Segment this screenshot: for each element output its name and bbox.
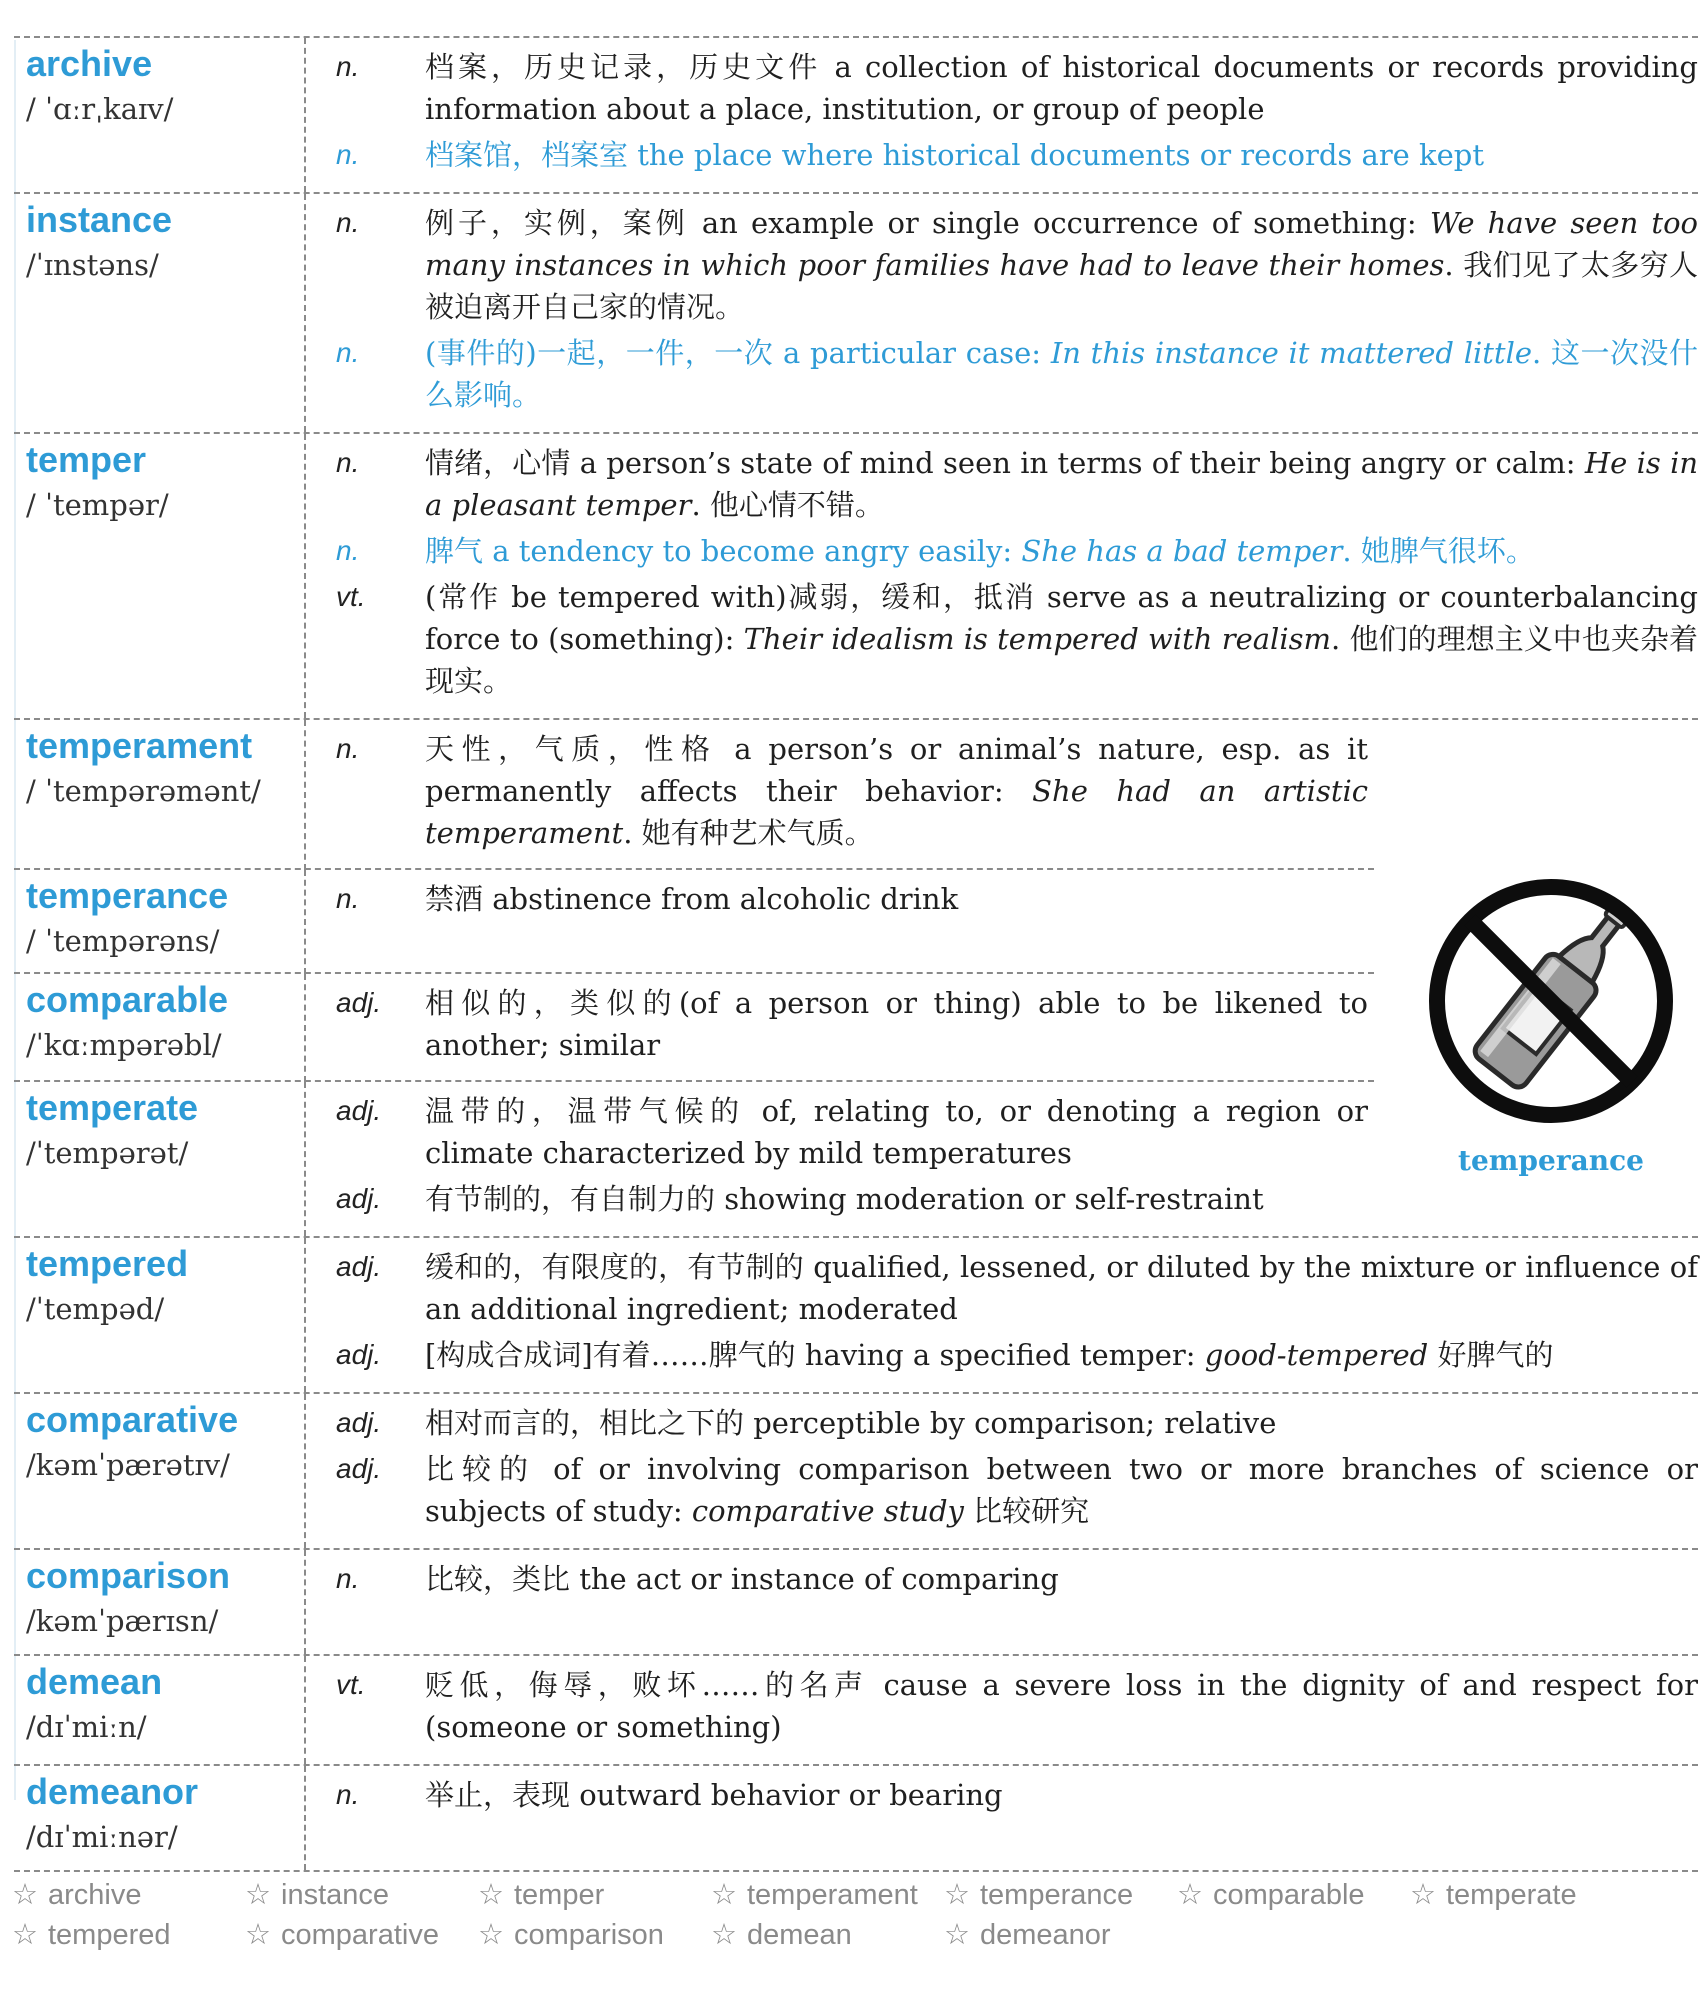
checklist-item <box>1410 1875 1643 1915</box>
sense <box>306 1402 1698 1444</box>
phonetic: /ˈɪnstəns/ <box>26 248 159 282</box>
part-of-speech: n. <box>336 883 360 914</box>
checklist-word: demean <box>747 1919 852 1951</box>
definition-column <box>306 1766 1698 1870</box>
sense <box>306 46 1698 130</box>
part-of-speech: n. <box>336 535 360 566</box>
phonetic: /dɪˈmiːnər/ <box>26 1820 178 1854</box>
headword-column <box>14 1082 306 1236</box>
part-of-speech: n. <box>336 447 360 478</box>
example-sentence: She has a bad temper <box>1021 534 1343 568</box>
star-icon: ☆ <box>1410 1879 1436 1911</box>
definition: 贬低，侮辱，败坏……的名声 cause a severe loss in the dignity of and respect for (someone or something) <box>425 1668 1698 1744</box>
example-translation: . 她有种艺术气质。 <box>623 816 874 850</box>
definition-text: 比较的 of or involving comparison between two or more branches of science or subjects of study: <box>425 1452 1698 1528</box>
definition-text: 例子，实例，案例 an example or single occurrence of something: <box>425 206 1417 240</box>
example-sentence: Their idealism is tempered with realism <box>743 622 1331 656</box>
checklist-item <box>245 1875 478 1915</box>
definition: 档案，历史记录，历史文件 a collection of historical documents or records providing information about a place, institution, or group of people <box>425 50 1698 126</box>
part-of-speech: vt. <box>336 1669 366 1700</box>
example-phrase: comparative study <box>691 1494 964 1528</box>
definition <box>425 202 1698 328</box>
phonetic: /ˈtempərət/ <box>26 1136 189 1170</box>
definition: 缓和的，有限度的，有节制的 qualified, lessened, or diluted by the mixture or influence of an additional ingredient; moderated <box>425 1250 1698 1326</box>
headword: temperament <box>26 725 253 766</box>
headword-column <box>14 1766 306 1870</box>
example-sentence: He is in a pleasant temper <box>425 446 1699 522</box>
phonetic: / ˈtempərəns/ <box>26 924 220 958</box>
sense <box>306 1178 1368 1220</box>
example-sentence: We have seen too many instances in which poor families have had to leave their homes <box>425 206 1699 282</box>
phonetic: /kəmˈpærɪsn/ <box>26 1604 219 1638</box>
example-translation: . 他心情不错。 <box>691 488 884 522</box>
sense <box>306 442 1698 526</box>
headword-column <box>14 194 306 432</box>
entry-instance <box>14 194 1698 434</box>
entry-demean <box>14 1656 1698 1766</box>
definition <box>425 530 1698 572</box>
definition-column <box>306 38 1698 192</box>
sense <box>306 1246 1698 1330</box>
checklist-word: demeanor <box>980 1919 1111 1951</box>
definition: 比较，类比 the act or instance of comparing <box>425 1562 1059 1596</box>
entry-temperament <box>14 720 1698 870</box>
headword: tempered <box>26 1243 189 1284</box>
example-translation: 好脾气的 <box>1428 1338 1554 1372</box>
definition <box>425 332 1698 416</box>
headword: temperance <box>26 875 229 916</box>
entry-comparison <box>14 1550 1698 1656</box>
definition-column <box>306 720 1698 870</box>
part-of-speech: n. <box>336 337 360 368</box>
example-translation: . 这一次没什么影响。 <box>425 336 1699 412</box>
star-icon: ☆ <box>944 1879 970 1911</box>
headword: temperate <box>26 1087 199 1128</box>
headword: comparative <box>26 1399 239 1440</box>
definition-text: 天性，气质，性格 a person’s or animal’s nature, esp. as it permanently affects their behavior: <box>425 732 1368 808</box>
checklist-item <box>478 1875 711 1915</box>
example-translation: . 他们的理想主义中也夹杂着现实。 <box>425 622 1699 698</box>
headword-column <box>14 974 306 1082</box>
sense <box>306 530 1698 572</box>
definition-text: 情绪，心情 a person’s state of mind seen in terms of their being angry or calm: <box>425 446 1576 480</box>
checklist-row <box>12 1915 1702 1955</box>
part-of-speech: n. <box>336 139 360 170</box>
sense <box>306 576 1698 702</box>
entry-comparative <box>14 1394 1698 1550</box>
headword-column <box>14 1550 306 1654</box>
definition <box>425 1448 1698 1532</box>
checklist-item <box>711 1915 944 1955</box>
definition-column <box>306 1238 1698 1392</box>
phonetic: /kəmˈpærətɪv/ <box>26 1448 230 1482</box>
definition <box>425 1334 1698 1376</box>
part-of-speech: n. <box>336 51 360 82</box>
checklist-word: temper <box>514 1879 605 1911</box>
checklist-item <box>1177 1875 1410 1915</box>
entry-tempered <box>14 1238 1698 1394</box>
definition: 相对而言的，相比之下的 perceptible by comparison; relative <box>425 1406 1277 1440</box>
checklist-item <box>711 1875 944 1915</box>
checklist-word: comparison <box>514 1919 664 1951</box>
definition-column <box>306 434 1698 718</box>
sense <box>306 1774 1698 1816</box>
definition: 温带的，温带气候的 of, relating to, or denoting a region or climate characterized by mild temperatures <box>425 1094 1368 1170</box>
definition: 举止，表现 outward behavior or bearing <box>425 1778 1003 1812</box>
illustration-caption: temperance <box>1458 1144 1644 1177</box>
part-of-speech: adj. <box>336 1183 382 1214</box>
part-of-speech: adj. <box>336 1251 382 1282</box>
part-of-speech: n. <box>336 1563 360 1594</box>
headword-column <box>14 870 306 974</box>
definition-text: [构成合成词]有着……脾气的 having a specified temper: <box>425 1338 1196 1372</box>
temperance-illustration <box>1406 866 1696 1196</box>
checklist-word: temperament <box>747 1879 918 1911</box>
sense <box>306 1448 1698 1532</box>
definition <box>425 576 1698 702</box>
sense <box>306 332 1698 416</box>
star-icon: ☆ <box>944 1919 970 1951</box>
example-translation: 比较研究 <box>963 1494 1090 1528</box>
definition-column <box>306 1550 1698 1654</box>
definition-text: 脾气 a tendency to become angry easily: <box>425 534 1013 568</box>
example-sentence: She had an artistic temperament <box>425 774 1369 850</box>
checklist-item <box>12 1875 245 1915</box>
definition-text: (事件的)一起，一件，一次 a particular case: <box>425 336 1042 370</box>
headword: archive <box>26 43 153 84</box>
sense <box>306 134 1698 176</box>
definition: 档案馆，档案室 the place where historical documents or records are kept <box>425 138 1485 172</box>
checklist-item <box>944 1875 1177 1915</box>
checklist-word: instance <box>281 1879 390 1911</box>
definition: 禁酒 abstinence from alcoholic drink <box>425 882 959 916</box>
checklist-word: comparative <box>281 1919 439 1951</box>
sense <box>306 202 1698 328</box>
checklist-item <box>245 1915 478 1955</box>
star-icon: ☆ <box>711 1879 737 1911</box>
headword: demeanor <box>26 1771 199 1812</box>
star-icon: ☆ <box>245 1919 271 1951</box>
definition <box>425 728 1368 854</box>
star-icon: ☆ <box>478 1919 504 1951</box>
star-icon: ☆ <box>478 1879 504 1911</box>
definition-column <box>306 1656 1698 1764</box>
part-of-speech: vt. <box>336 581 366 612</box>
vocabulary-sheet <box>14 36 1698 1872</box>
headword-column <box>14 1238 306 1392</box>
phonetic: /ˈtempəd/ <box>26 1292 165 1326</box>
part-of-speech: adj. <box>336 1095 382 1126</box>
phonetic: /dɪˈmiːn/ <box>26 1710 147 1744</box>
headword-column <box>14 1656 306 1764</box>
part-of-speech: n. <box>336 733 360 764</box>
star-icon: ☆ <box>245 1879 271 1911</box>
entry-archive <box>14 36 1698 194</box>
headword-column <box>14 434 306 718</box>
definition-column <box>306 194 1698 432</box>
headword: comparison <box>26 1555 231 1596</box>
part-of-speech: adj. <box>336 1339 382 1370</box>
word-checklist <box>12 1875 1702 1955</box>
star-icon: ☆ <box>1177 1879 1203 1911</box>
checklist-item <box>478 1915 711 1955</box>
part-of-speech: adj. <box>336 1407 382 1438</box>
checklist-word: comparable <box>1213 1879 1365 1911</box>
sense <box>306 728 1368 854</box>
example-phrase: good-tempered <box>1204 1338 1429 1372</box>
sense <box>306 1664 1698 1748</box>
phonetic: / ˈtempər/ <box>26 488 169 522</box>
part-of-speech: n. <box>336 207 360 238</box>
part-of-speech: n. <box>336 1779 360 1810</box>
star-icon: ☆ <box>711 1919 737 1951</box>
checklist-word: temperance <box>980 1879 1134 1911</box>
checklist-item <box>12 1915 245 1955</box>
headword: temper <box>26 439 147 480</box>
definition: 相似的，类似的(of a person or thing) able to be likened to another; similar <box>425 986 1368 1062</box>
part-of-speech: adj. <box>336 987 382 1018</box>
star-icon: ☆ <box>12 1919 38 1951</box>
headword-column <box>14 720 306 870</box>
definition <box>425 442 1698 526</box>
checklist-word: temperate <box>1446 1879 1577 1911</box>
entry-temper <box>14 434 1698 720</box>
definition: 有节制的，有自制力的 showing moderation or self-restraint <box>425 1182 1264 1216</box>
sense <box>306 878 1368 920</box>
checklist-word: tempered <box>48 1919 171 1951</box>
checklist-row <box>12 1875 1702 1915</box>
phonetic: /ˈkɑːmpərəbl/ <box>26 1028 222 1062</box>
definition-column <box>306 1394 1698 1548</box>
sense <box>306 1558 1698 1600</box>
checklist-word: archive <box>48 1879 142 1911</box>
phonetic: / ˈɑːrˌkaɪv/ <box>26 92 174 126</box>
star-icon: ☆ <box>12 1879 38 1911</box>
headword: demean <box>26 1661 163 1702</box>
sense <box>306 1334 1698 1376</box>
checklist-item <box>944 1915 1177 1955</box>
example-translation: . 我们见了太多穷人被迫离开自己家的情况。 <box>425 248 1698 324</box>
example-sentence: In this instance it mattered little <box>1050 336 1533 370</box>
sense <box>306 982 1368 1066</box>
sense <box>306 1090 1368 1174</box>
headword: instance <box>26 199 173 240</box>
entry-demeanor <box>14 1766 1698 1872</box>
headword-column <box>14 1394 306 1548</box>
part-of-speech: adj. <box>336 1453 382 1484</box>
headword-column <box>14 38 306 192</box>
no-alcohol-icon <box>1406 866 1696 1136</box>
definition-text: (常作 be tempered with)减弱，缓和，抵消 serve as a neutralizing or counterbalancing force to (something): <box>425 580 1698 656</box>
headword: comparable <box>26 979 229 1020</box>
example-translation: . 她脾气很坏。 <box>1342 534 1535 568</box>
phonetic: / ˈtempərəmənt/ <box>26 774 261 808</box>
